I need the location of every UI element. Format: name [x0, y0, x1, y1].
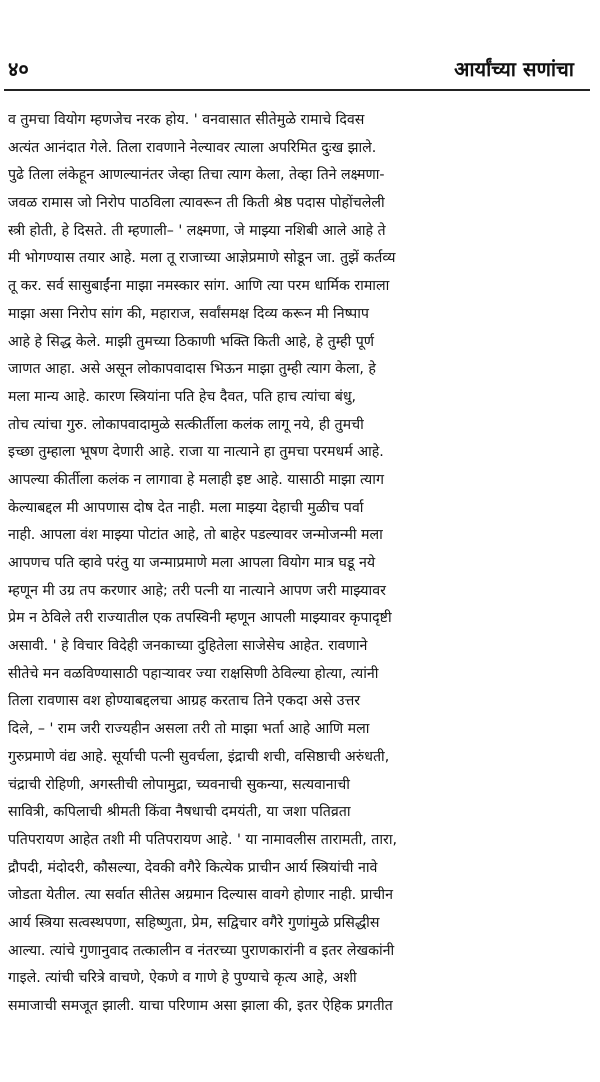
text-line: तोच त्यांचा गुरु. लोकापवादामुळे सत्कीर्तीला कलंक लागू नये, ही तुमची [8, 416, 364, 433]
text-line: असावी. ' हे विचार विदेही जनकाच्या दुहितेला साजेसेच आहेत. रावणाने [8, 638, 368, 655]
text-line: अत्यंत आनंदात गेले. तिला रावणाने नेल्यावर त्याला अपरिमित दुःख झाले. [8, 139, 377, 156]
text-line: द्रौपदी, मंदोदरी, कौसल्या, देवकी वगैरे कित्येक प्राचीन आर्य स्त्रियांची नावे [8, 859, 378, 876]
text-line: तू कर. सर्व सासुबाईंना माझा नमस्कार सांग. आणि त्या परम धार्मिक रामाला [8, 278, 390, 295]
text-line: दिले, – ' राम जरी राज्यहीन असला तरी तो माझा भर्ता आहे आणि मला [8, 721, 370, 738]
text-line: आल्या. त्यांचे गुणानुवाद तत्कालीन व नंतरच्या पुराणकारांनी व इतर लेखकांनी [8, 942, 395, 959]
text-line: केल्याबद्दल मी आपणास दोष देत नाही. मला माझ्या देहाची मुळीच पर्वा [8, 499, 364, 516]
text-line: जोडता येतील. त्या सर्वात सीतेस अग्रमान दिल्यास वावगे होणार नाही. प्राचीन [8, 887, 393, 904]
text-line: इच्छा तुम्हाला भूषण देणारी आहे. राजा या नात्याने हा तुमचा परमधर्म आहे. [8, 444, 384, 461]
text-line: प्रेम न ठेविले तरी राज्यातील एक तपस्विनी म्हणून आपली माझ्यावर कृपादृष्टी [8, 610, 392, 627]
text-line: जाणत आहा. असे असून लोकापवादास भिऊन माझा तुम्ही त्याग केला, हे [8, 361, 376, 378]
text-line: गाइले. त्यांची चरित्रे वाचणे, ऐकणे व गाणे हे पुण्याचे कृत्य आहे, अशी [8, 970, 357, 987]
text-line: आपणच पति व्हावे परंतु या जन्माप्रमाणे मला आपला वियोग मात्र घडू नये [8, 555, 376, 571]
text-line: म्हणून मी उग्र तप करणार आहे; तरी पत्नी या नात्याने आपण जरी माझ्यावर [8, 582, 386, 599]
text-line: गुरुप्रमाणे वंद्य आहे. सूर्याची पत्नी सुवर्चला, इंद्राची शची, वसिष्ठाची अरुंधती, [8, 748, 390, 765]
text-line: सीतेचे मन वळविण्यासाठी पहाऱ्यावर ज्या राक्षसिणी ठेविल्या होत्या, त्यांनी [8, 665, 379, 682]
page-number: ४० [8, 57, 29, 81]
text-line: माझा असा निरोप सांग की, महाराज, सर्वांसमक्ष दिव्य करून मी निष्पाप [8, 305, 369, 322]
page-header [0, 54, 600, 86]
text-line: स्त्री होती, हे दिसते. ती म्हणाली– ' लक्ष्मणा, जे माझ्या नशिबी आले आहे ते [8, 222, 386, 239]
text-line: आर्य स्त्रिया सत्वस्थपणा, सहिष्णुता, प्रेम, सद्विचार वगैरे गुणांमुळे प्रसिद्धीस [8, 914, 380, 931]
text-line: चंद्राची रोहिणी, अगस्तीची लोपामुद्रा, च्यवनाची सुकन्या, सत्यवानाची [8, 776, 350, 793]
body-text [8, 108, 586, 1022]
text-line: व तुमचा वियोग म्हणजेच नरक होय. ' वनवासात सीतेमुळे रामाचे दिवस [8, 112, 365, 128]
text-line: पतिपरायण आहेत तशी मी पतिपरायण आहे. ' या नामावलीस तारामती, तारा, [8, 831, 398, 848]
text-line: आपल्या कीर्तीला कलंक न लागावा हे मलाही इष्ट आहे. यासाठी माझा त्याग [8, 471, 384, 488]
text-line: मला मान्य आहे. कारण स्त्रियांना पति हेच दैवत, पति हाच त्यांचा बंधु, [8, 388, 357, 405]
header-rule [4, 89, 590, 91]
text-line: तिला रावणास वश होण्याबद्दलचा आग्रह करताच तिने एकदा असे उत्तर [8, 693, 361, 710]
text-line: आहे हे सिद्ध केले. माझी तुमच्या ठिकाणी भक्ति किती आहे, हे तुम्ही पूर्ण [8, 333, 375, 350]
text-line: जवळ रामास जो निरोप पाठविला त्यावरून ती किती श्रेष्ठ पदास पोहोंचलेली [8, 195, 385, 212]
text-line: मी भोगण्यास तयार आहे. मला तू राजाच्या आज्ञेप्रमाणे सोडून जा. तुझें कर्तव्य [8, 250, 396, 267]
text-line: समाजाची समजूत झाली. याचा परिणाम असा झाला की, इतर ऐहिक प्रगतीत [8, 998, 393, 1014]
text-line: पुढे तिला लंकेहून आणल्यानंतर जेव्हा तिचा त्याग केला, तेव्हा तिने लक्ष्मणा- [8, 167, 385, 184]
running-title: आर्यांच्या सणांचा [454, 57, 574, 81]
text-line: सावित्री, कपिलाची श्रीमती किंवा नैषधाची दमयंती, या जशा पतिव्रता [8, 804, 351, 821]
text-line: नाही. आपला वंश माझ्या पोटांत आहे, तो बाहेर पडल्यावर जन्मोजन्मी मला [8, 527, 383, 544]
